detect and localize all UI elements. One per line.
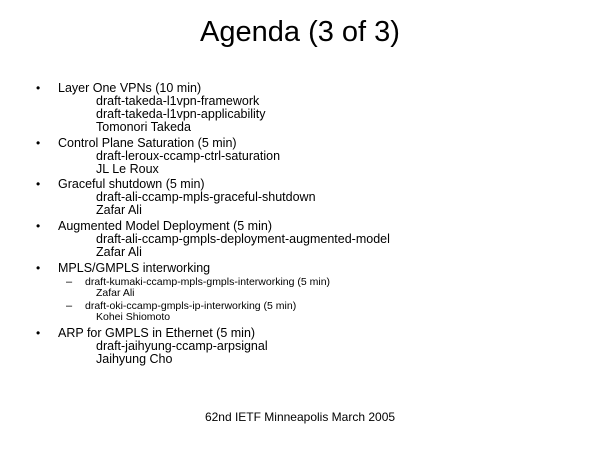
- dash-icon: –: [66, 300, 73, 312]
- slide-title: Agenda (3 of 3): [200, 16, 400, 48]
- agenda-item-heading: Control Plane Saturation (5 min): [58, 136, 237, 150]
- bullet-icon: •: [36, 177, 41, 191]
- presenter-name: Tomonori Takeda: [96, 120, 191, 134]
- agenda-item-heading: Augmented Model Deployment (5 min): [58, 219, 272, 233]
- bullet-icon: •: [36, 219, 41, 233]
- draft-name: draft-kumaki-ccamp-mpls-gmpls-interworking (5 min): [85, 276, 331, 288]
- presenter-name: Jaihyung Cho: [96, 352, 173, 366]
- draft-name: draft-ali-ccamp-mpls-graceful-shutdown: [96, 190, 316, 204]
- bullet-icon: •: [36, 136, 41, 150]
- presenter-name: JL Le Roux: [96, 162, 159, 176]
- bullet-icon: •: [36, 81, 41, 95]
- agenda-item-heading: ARP for GMPLS in Ethernet (5 min): [58, 326, 256, 340]
- draft-name: draft-oki-ccamp-gmpls-ip-interworking (5 min): [85, 300, 297, 312]
- draft-name: draft-leroux-ccamp-ctrl-saturation: [96, 149, 281, 163]
- bullet-icon: •: [36, 326, 41, 340]
- dash-icon: –: [66, 276, 73, 288]
- slide-footer: 62nd IETF Minneapolis March 2005: [204, 410, 396, 424]
- presenter-name: Zafar Ali: [96, 203, 142, 217]
- presenter-name: Kohei Shiomoto: [96, 311, 171, 323]
- draft-name: draft-ali-ccamp-gmpls-deployment-augmented-model: [96, 232, 390, 246]
- presenter-name: Zafar Ali: [96, 245, 142, 259]
- draft-name: draft-jaihyung-ccamp-arpsignal: [96, 339, 268, 353]
- draft-name: draft-takeda-l1vpn-applicability: [96, 107, 266, 121]
- agenda-item-heading: Graceful shutdown (5 min): [58, 177, 205, 191]
- presenter-name: Zafar Ali: [96, 287, 135, 299]
- draft-name: draft-takeda-l1vpn-framework: [96, 94, 260, 108]
- bullet-icon: •: [36, 261, 41, 275]
- agenda-item-heading: MPLS/GMPLS interworking: [58, 261, 211, 275]
- agenda-item-heading: Layer One VPNs (10 min): [58, 81, 202, 95]
